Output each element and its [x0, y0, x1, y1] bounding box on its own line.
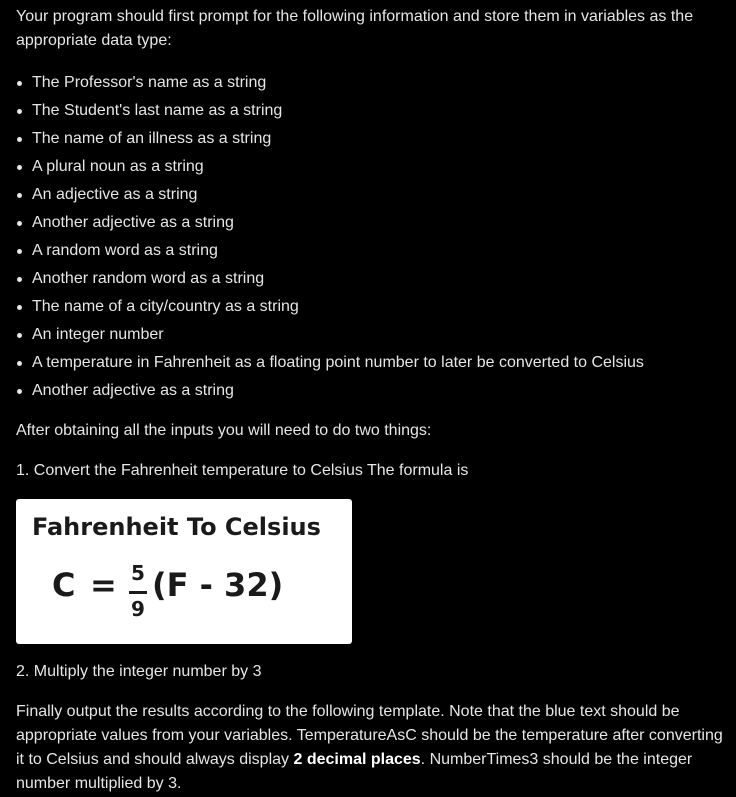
step-2-text: 2. Multiply the integer number by 3	[16, 663, 262, 680]
fraction-numerator: 5	[131, 561, 145, 585]
formula-equals: =	[90, 566, 117, 604]
list-item: Another random word as a string	[16, 267, 728, 295]
formula-image	[16, 499, 352, 644]
list-item: The Professor's name as a string	[16, 71, 728, 99]
fraction-bar	[129, 591, 147, 594]
list-item: A temperature in Fahrenheit as a floating point number to later be converted to Celsius	[16, 351, 728, 379]
list-item: The name of an illness as a string	[16, 127, 728, 155]
list-item: A random word as a string	[16, 239, 728, 267]
after-inputs-paragraph: After obtaining all the inputs you will need to do two things:	[16, 422, 432, 439]
list-item: Another adjective as a string	[16, 379, 728, 407]
formula-lhs: C	[52, 566, 76, 604]
requirements-list	[16, 71, 728, 407]
final-output-paragraph	[16, 700, 728, 796]
formula-title: Fahrenheit To Celsius	[32, 513, 321, 541]
final-text-part-2: . NumberTimes3 should be the integer number multiplied by 3.	[16, 751, 693, 792]
list-item: Another adjective as a string	[16, 211, 728, 239]
formula-rhs: (F - 32)	[152, 566, 284, 604]
list-item: The name of a city/country as a string	[16, 295, 728, 323]
intro-paragraph: Your program should first prompt for the following information and store them in variables as the appropriate data type:	[16, 8, 694, 49]
fraction-denominator: 9	[131, 597, 145, 621]
decimal-places-emphasis: 2 decimal places	[293, 751, 421, 768]
list-item: An adjective as a string	[16, 183, 728, 211]
list-item: The Student's last name as a string	[16, 99, 728, 127]
step-1-text: 1. Convert the Fahrenheit temperature to Celsius The formula is	[16, 462, 469, 479]
list-item: A plural noun as a string	[16, 155, 728, 183]
assignment-content	[16, 5, 728, 796]
list-item: An integer number	[16, 323, 728, 351]
final-text-part-1: Finally output the results according to the following template. Note that the blue text should be appropriate values from your variables. TemperatureAsC should be the temperature after converting it to Celsius and should always display	[16, 703, 723, 768]
